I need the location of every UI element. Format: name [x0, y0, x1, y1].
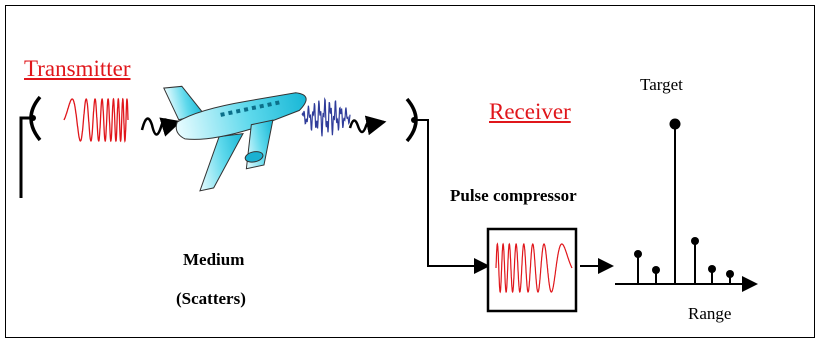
range-label: Range [688, 304, 732, 323]
target-label: Target [640, 75, 683, 94]
transmitter-label: Transmitter [24, 56, 131, 81]
pulse-compressor-box [488, 229, 576, 311]
receiver-antenna-icon [407, 99, 488, 266]
range-profile-icon [615, 119, 756, 285]
scatters-label: (Scatters) [176, 289, 246, 308]
echo-waveform-icon [302, 99, 350, 136]
airplane-icon [164, 60, 320, 194]
receiver-label: Receiver [489, 99, 571, 124]
medium-label: Medium [183, 250, 245, 269]
pulse-compressor-label: Pulse compressor [450, 186, 577, 205]
return-wave-arrow-icon [350, 120, 384, 132]
transmitter-antenna-icon [21, 97, 40, 198]
transmitted-chirp-waveform-icon [64, 99, 128, 141]
outgoing-wave-arrow-icon [142, 119, 179, 135]
